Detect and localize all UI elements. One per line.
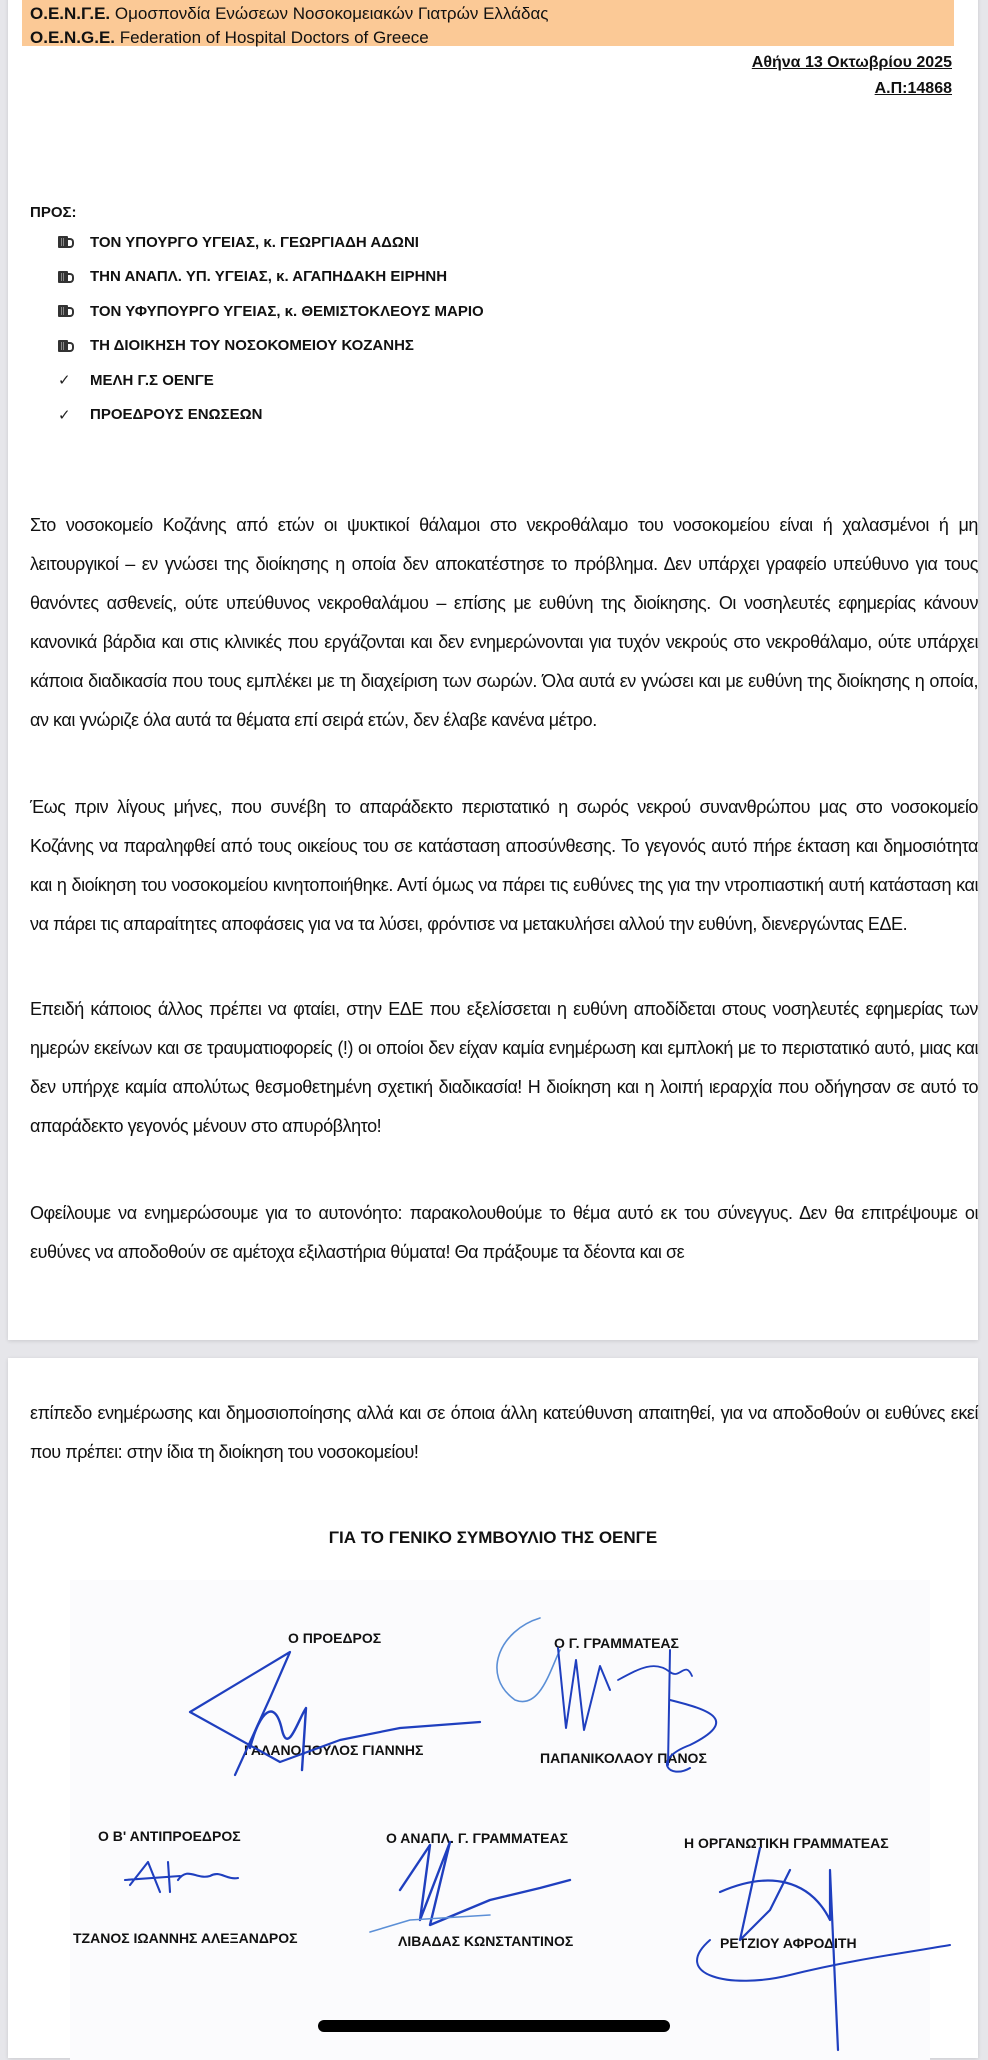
letterhead-english — [30, 26, 429, 50]
protocol-number: Α.Π:14868 — [874, 80, 952, 97]
mug-bullet-icon — [58, 305, 70, 317]
signer-name: ΤΖΑΝΟΣ ΙΩΑΝΝΗΣ ΑΛΕΞΑΝΔΡΟΣ — [73, 1930, 298, 1946]
recipient-item — [58, 260, 484, 295]
check-icon: ✓ — [58, 372, 71, 390]
letter-date: Αθήνα 13 Οκτωβρίου 2025 — [751, 54, 952, 71]
letterhead-english-abbr: O.E.N.G.E. — [30, 28, 116, 47]
recipient-item — [58, 294, 484, 329]
body-paragraph-2: Έως πριν λίγους μήνες, που συνέβη το απαράδεκτο περιστατικό η σωρός νεκρού συνανθρώπου μας στο νοσοκομείο Κοζάνης να παραληφθεί από τους οικείους του σε κατάσταση αποσύνθεσης. Το γεγονός αυτό πήρε έκταση και δημοσιότητα και η διοίκηση του νοσοκομείου κινητοποιήθηκε. Αντί όμως να πάρει τις ευθύνες της για την ντροπιαστική αυτή κατάσταση και να πάρει τις απαραίτητες αποφάσεις για να τα λύσει, φρόντισε να μετακυλήσει αλλού την ευθύνη, διενεργώντας ΕΔΕ. — [30, 797, 978, 934]
body-paragraph-5: επίπεδο ενημέρωσης και δημοσιοποίησης αλλά και σε όποια άλλη κατεύθυνση απαιτηθεί, για να αποδοθούν οι ευθύνες εκεί που πρέπει: στην ίδια τη διοίκηση του νοσοκομείου! — [30, 1403, 978, 1462]
signer-name: ΡΕΤΖΙΟΥ ΑΦΡΟΔΙΤΗ — [720, 1935, 857, 1951]
signatures-block — [70, 1580, 930, 2060]
recipient-item — [58, 329, 484, 364]
recipients-list — [58, 225, 484, 432]
document-page-2 — [8, 1358, 978, 2058]
signer-name: ΛΙΒΑΔΑΣ ΚΩΝΣΤΑΝΤΙΝΟΣ — [398, 1933, 574, 1949]
recipients-label: ΠΡΟΣ: — [30, 204, 77, 221]
mug-bullet-icon — [58, 340, 70, 352]
recipient-item — [58, 225, 484, 260]
recipient-text: ΠΡΟΕΔΡΟΥΣ ΕΝΩΣΕΩΝ — [90, 406, 263, 424]
signer-name: ΓΑΛΑΝΟΠΟΥΛΟΣ ΓΙΑΝΝΗΣ — [244, 1742, 424, 1758]
mug-bullet-icon — [58, 271, 70, 283]
signer-role: Η ΟΡΓΑΝΩΤΙΚΗ ΓΡΑΜΜΑΤΕΑΣ — [684, 1835, 889, 1851]
recipient-text: ΤΟΝ ΥΦΥΠΟΥΡΓΟ ΥΓΕΙΑΣ, κ. ΘΕΜΙΣΤΟΚΛΕΟΥΣ ΜΑΡΙΟ — [90, 302, 484, 320]
letterhead-greek-name: Ομοσπονδία Ενώσεων Νοσοκομειακών Γιατρών Ελλάδας — [114, 4, 549, 23]
recipient-text: ΤΗΝ ΑΝΑΠΛ. ΥΠ. ΥΓΕΙΑΣ, κ. ΑΓΑΠΗΔΑΚΗ ΕΙΡΗΝΗ — [90, 268, 448, 286]
home-indicator-bar[interactable] — [318, 2020, 670, 2032]
body-paragraph-3: Επειδή κάποιος άλλος πρέπει να φταίει, στην ΕΔΕ που εξελίσσεται η ευθύνη αποδίδεται στους νοσηλευτές εφημερίας των ημερών εκείνων και σε τραυματιοφορείς (!) οι οποίοι δεν είχαν καμία ενημέρωση και εμπλοκή με το περιστατικό αυτό, μιας και δεν υπήρχε καμία απολύτως θεσμοθετημένη σχετική διαδικασία! Η διοίκηση και η λοιπή ιεραρχία που οδήγησαν σε αυτό το απαράδεκτο γεγονός μένουν στο απυρόβλητο! — [30, 999, 978, 1136]
signer-role: Ο Β' ΑΝΤΙΠΡΟΕΔΡΟΣ — [98, 1828, 241, 1844]
document-page-1 — [8, 0, 978, 1340]
recipient-text: ΤΗ ΔΙΟΙΚΗΣΗ ΤΟΥ ΝΟΣΟΚΟΜΕΙΟΥ ΚΟΖΑΝΗΣ — [90, 337, 414, 355]
mug-bullet-icon — [58, 236, 70, 248]
signer-role: Ο ΑΝΑΠΛ. Γ. ΓΡΑΜΜΑΤΕΑΣ — [386, 1830, 568, 1846]
body-paragraph-1: Στο νοσοκομείο Κοζάνης από ετών οι ψυκτικοί θάλαμοι στο νεκροθάλαμο του νοσοκομείου είναι ή χαλασμένοι ή μη λειτουργικοί – εν γνώσει της διοίκησης η οποία δεν αποκατέστησε το πρόβλημα. Δεν υπάρχει γραφείο υπεύθυνο για τους θανόντες ασθενείς, ούτε υπεύθυνος νεκροθαλάμου – επίσης με ευθύνη της διοίκησης. Οι νοσηλευτές εφημερίας κάνουν κανονικά βάρδια και στις κλινικές που εργάζονται και δεν ενημερώνονται για τυχόν νεκρούς στο νεκροθάλαμο, ούτε υπάρχει κάποια διαδικασία που τους εμπλέκει με τη διαχείριση των σωρών. Όλα αυτά εν γνώσει και με ευθύνη της διοίκησης η οποία, αν και γνώριζε όλα αυτά τα θέματα επί σειρά ετών, δεν έλαβε κανένα μέτρο. — [30, 515, 978, 730]
recipient-text: ΤΟΝ ΥΠΟΥΡΓΟ ΥΓΕΙΑΣ, κ. ΓΕΩΡΓΙΑΔΗ ΑΔΩΝΙ — [90, 233, 419, 251]
recipient-item — [58, 398, 484, 433]
recipient-text: ΜΕΛΗ Γ.Σ ΟΕΝΓΕ — [90, 371, 214, 389]
letterhead-english-name: Federation of Hospital Doctors of Greece — [119, 28, 429, 47]
signer-name: ΠΑΠΑΝΙΚΟΛΑΟΥ ΠΑΝΟΣ — [540, 1750, 707, 1766]
check-icon: ✓ — [58, 406, 71, 424]
letterhead-greek — [30, 2, 548, 26]
signer-role: Ο Γ. ΓΡΑΜΜΑΤΕΑΣ — [554, 1635, 679, 1651]
letterhead-greek-abbr: Ο.Ε.Ν.Γ.Ε. — [30, 4, 111, 23]
signer-role: Ο ΠΡΟΕΔΡΟΣ — [288, 1630, 382, 1646]
handwritten-signatures — [70, 1580, 930, 2060]
council-heading: ΓΙΑ ΤΟ ΓΕΝΙΚΟ ΣΥΜΒΟΥΛΙΟ ΤΗΣ ΟΕΝΓΕ — [328, 1528, 658, 1547]
body-paragraph-4: Οφείλουμε να ενημερώσουμε για το αυτονόητο: παρακολουθούμε το θέμα αυτό εκ του σύνεγγυς. Δεν θα επιτρέψουμε οι ευθύνες να αποδοθούν σε αμέτοχα εξιλαστήρια θύματα! Θα πράξουμε τα δέοντα και σε — [30, 1203, 978, 1262]
recipient-item — [58, 363, 484, 398]
